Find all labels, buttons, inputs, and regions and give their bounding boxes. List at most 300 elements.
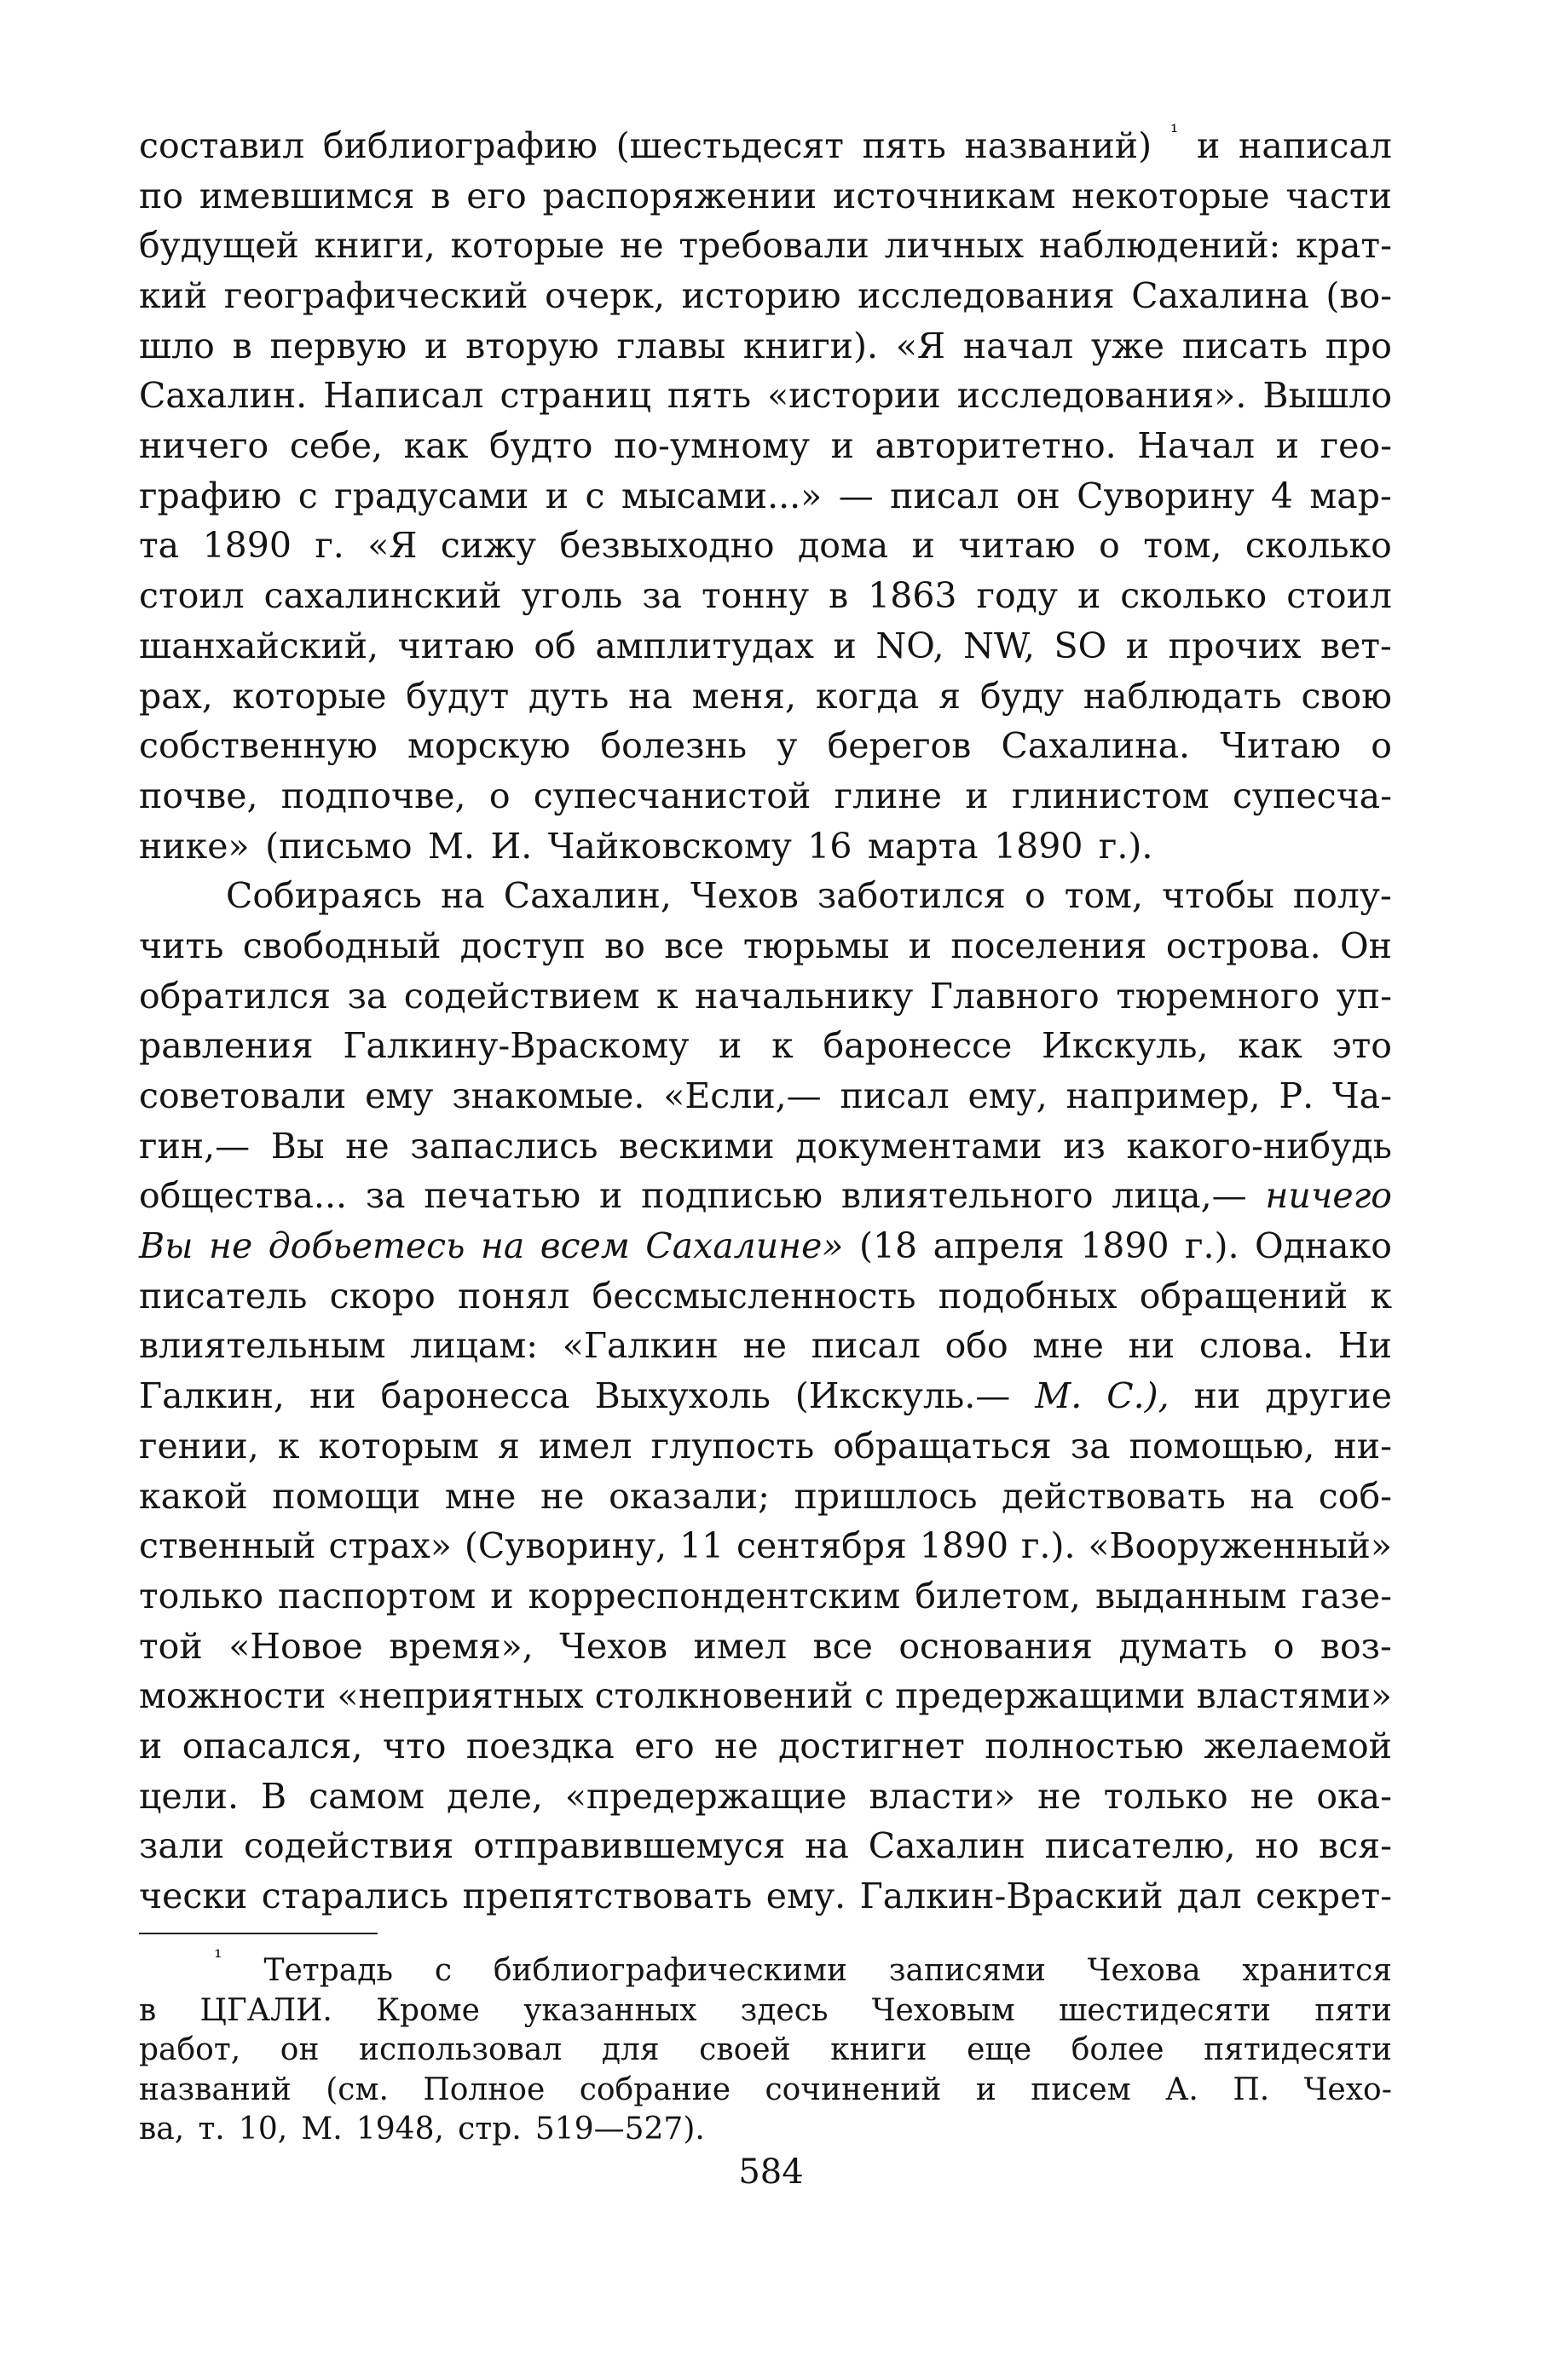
- word: здесь: [740, 1992, 829, 2028]
- word: и: [545, 475, 569, 516]
- text-line: [139, 1021, 1392, 1071]
- word: Главного: [929, 975, 1100, 1017]
- word: Читаю: [1220, 725, 1342, 767]
- word: 1890: [1080, 1225, 1169, 1267]
- word: не: [1250, 1775, 1295, 1817]
- word: 1890: [919, 1525, 1009, 1567]
- word: буду: [979, 675, 1065, 717]
- word: добьетесь: [268, 1225, 465, 1267]
- word: 1890: [994, 825, 1083, 867]
- word: пять: [862, 124, 946, 166]
- word: ни: [1193, 1375, 1241, 1417]
- word: И.: [490, 825, 533, 867]
- text-line: [139, 1121, 1392, 1172]
- word: Суворину: [1077, 475, 1255, 516]
- word: том,: [1143, 525, 1222, 567]
- word: о: [488, 775, 511, 816]
- word: ни: [309, 1375, 356, 1417]
- text-line: [139, 1271, 1392, 1322]
- word: Тетрадь: [263, 1953, 393, 1988]
- word: ничего: [139, 425, 269, 467]
- word: и: [975, 2072, 996, 2107]
- word: сколько: [1245, 525, 1392, 567]
- word: билетом,: [915, 1575, 1081, 1616]
- word: обратился: [139, 975, 331, 1017]
- word: Кроме: [376, 1992, 480, 2028]
- word: и: [424, 325, 448, 366]
- word: Вышло: [1262, 375, 1392, 417]
- word: шло: [139, 325, 215, 366]
- word: я: [498, 1425, 520, 1467]
- word: записями: [888, 1953, 1046, 1988]
- word: ему.: [765, 1876, 846, 1917]
- word: скоро: [329, 1275, 436, 1317]
- word: мне: [1032, 1325, 1104, 1367]
- text-line: [139, 921, 1392, 971]
- word: за: [1070, 1425, 1111, 1467]
- word: прочих: [1168, 625, 1302, 666]
- word: за: [642, 575, 682, 617]
- word: мар-: [1309, 475, 1392, 516]
- word: NW,: [963, 625, 1035, 666]
- word: для: [601, 2032, 660, 2067]
- word: М.: [428, 825, 476, 867]
- word: опасался,: [182, 1725, 363, 1766]
- word: нике»: [139, 825, 250, 867]
- word: из: [1063, 1125, 1106, 1167]
- text-line: [139, 871, 1392, 921]
- word: Ча-: [1331, 1075, 1392, 1117]
- word: баронесса: [380, 1375, 570, 1417]
- word: наблюдать: [1083, 675, 1282, 717]
- word: 11: [679, 1525, 725, 1567]
- text-line: [139, 421, 1392, 471]
- word: столкновений: [594, 1675, 853, 1717]
- word: например,: [1066, 1075, 1261, 1117]
- word: «Галкин: [562, 1325, 719, 1367]
- word: историю: [681, 275, 841, 317]
- word: г.).: [1098, 825, 1153, 867]
- word: ¹: [1169, 119, 1179, 144]
- word: заботился: [817, 875, 1006, 917]
- word: и: [911, 525, 935, 567]
- word: Сахалина: [1131, 275, 1309, 317]
- word: с: [864, 1675, 885, 1717]
- text-line: [139, 1071, 1392, 1121]
- word: 1890: [202, 525, 292, 567]
- word: Чехов: [690, 875, 799, 917]
- word: кий: [139, 275, 208, 317]
- footnote-line: [139, 2031, 1392, 2071]
- word: собрание: [579, 2072, 731, 2107]
- word: 4: [1270, 475, 1293, 516]
- word: супесча-: [1232, 775, 1392, 816]
- word: влиятельным: [139, 1325, 386, 1367]
- word: исследования».: [956, 375, 1247, 417]
- word: о: [1024, 875, 1046, 917]
- word: не: [714, 1725, 759, 1766]
- word: читаю: [397, 625, 515, 666]
- word: об: [534, 625, 576, 666]
- word: почве,: [139, 775, 258, 816]
- word: оказали;: [609, 1475, 770, 1517]
- word: (шестьдесят: [615, 124, 844, 166]
- word: отправившемуся: [473, 1825, 786, 1867]
- word: Галкин,: [139, 1375, 285, 1417]
- text-line: [139, 1622, 1392, 1672]
- word: «неприятных: [337, 1675, 584, 1717]
- word: желаемой: [1204, 1725, 1392, 1766]
- word: тюрьмы: [742, 925, 890, 966]
- word: подпочве,: [280, 775, 466, 816]
- word: с: [585, 475, 605, 516]
- word: не: [742, 1325, 788, 1367]
- word: амплитудах: [595, 625, 814, 666]
- word: полу-: [1292, 875, 1392, 917]
- word: Р.: [1279, 1075, 1314, 1117]
- text-line: [139, 971, 1392, 1022]
- word: писал: [811, 1325, 921, 1367]
- word: шестидесяти: [1058, 1992, 1272, 2028]
- word: себе,: [289, 425, 384, 467]
- word: Начал: [1137, 425, 1256, 467]
- word: общества...: [139, 1175, 348, 1217]
- word: А.: [1165, 2072, 1198, 2107]
- word: библиографическими: [493, 1953, 848, 1988]
- word: источникам: [833, 175, 1056, 216]
- word: супесчанистой: [533, 775, 811, 816]
- word: его: [466, 175, 527, 216]
- word: на: [805, 1825, 849, 1867]
- word: время»,: [389, 1625, 534, 1667]
- word: знакомые.: [452, 1075, 645, 1117]
- word: можности: [139, 1675, 326, 1717]
- word: Чайковскому: [547, 825, 792, 867]
- word: влиятельного: [840, 1175, 1094, 1217]
- word: дома: [797, 525, 889, 567]
- word: дал: [1176, 1876, 1242, 1917]
- word: уже: [1090, 325, 1165, 366]
- word: и: [833, 625, 857, 666]
- word: властями»: [1196, 1675, 1392, 1717]
- word: ему: [365, 1075, 434, 1117]
- word: будут: [406, 675, 510, 717]
- text-line: [139, 1821, 1392, 1871]
- word: стр.: [458, 2112, 522, 2147]
- word: подписью: [641, 1175, 823, 1217]
- word: к: [1370, 1275, 1392, 1317]
- word: начальнику: [695, 975, 914, 1017]
- word: географический: [223, 275, 528, 317]
- word: и: [830, 425, 854, 467]
- word: корреспондентским: [528, 1575, 901, 1616]
- word: сочинений: [765, 2072, 942, 2107]
- word: морскую: [407, 725, 571, 767]
- word: не: [345, 1125, 390, 1167]
- text-line: [139, 371, 1392, 421]
- word: вся-: [1319, 1825, 1392, 1867]
- word: Вы: [270, 1125, 325, 1167]
- word: пяти: [1314, 1992, 1392, 2028]
- word: ничего: [1265, 1175, 1392, 1217]
- word: за: [347, 975, 388, 1017]
- word: ока-: [1316, 1775, 1392, 1817]
- word: Икскуль,: [1042, 1025, 1209, 1067]
- word: М.: [1035, 1375, 1083, 1417]
- word: книги,: [314, 225, 436, 267]
- word: тюремного: [1116, 975, 1320, 1017]
- text-line: [139, 1671, 1392, 1721]
- word: году: [976, 575, 1059, 617]
- word: достигнет: [778, 1725, 965, 1766]
- word: очерк,: [545, 275, 666, 317]
- word: безвыходно: [559, 525, 775, 567]
- text-line: [139, 1221, 1392, 1271]
- word: все: [812, 1625, 873, 1667]
- word: писем: [1031, 2072, 1131, 2107]
- footnote: [139, 1945, 1392, 2150]
- word: самом: [309, 1775, 425, 1817]
- word: SO: [1054, 625, 1107, 666]
- word: та: [139, 525, 180, 567]
- word: он: [1015, 475, 1060, 516]
- word: том,: [1064, 875, 1143, 917]
- word: чтобы: [1162, 875, 1274, 917]
- word: книги).: [742, 325, 879, 366]
- word: «предержащие: [564, 1775, 847, 1817]
- word: препятствовать: [462, 1876, 753, 1917]
- word: Галкину-Враскому: [343, 1025, 690, 1067]
- word: дуть: [528, 675, 609, 717]
- word: читаю: [958, 525, 1076, 567]
- word: доступ: [459, 925, 586, 966]
- word: про: [1325, 325, 1392, 366]
- text-line: [139, 471, 1392, 522]
- word: (Икскуль.—: [794, 1375, 1011, 1417]
- word: не: [208, 1225, 253, 1267]
- word: полностью: [985, 1725, 1184, 1766]
- word: (письмо: [265, 825, 413, 867]
- word: власти»: [869, 1775, 1016, 1817]
- word: «Вооруженный»: [1088, 1525, 1392, 1567]
- word: всем: [540, 1225, 630, 1267]
- word: когда: [815, 675, 920, 717]
- word: имевшимся: [199, 175, 415, 216]
- word: писателю,: [1044, 1825, 1236, 1867]
- word: Полное: [423, 2072, 546, 2107]
- word: обращений: [1139, 1275, 1349, 1317]
- word: глине: [834, 775, 943, 816]
- word: бессмысленность: [592, 1275, 916, 1317]
- word: требовали: [679, 225, 869, 267]
- word: гении,: [139, 1425, 259, 1467]
- word: страх»: [328, 1525, 452, 1567]
- word: и: [965, 775, 989, 816]
- word: «Если,—: [663, 1075, 822, 1117]
- word: лицам:: [410, 1325, 539, 1367]
- word: о: [1371, 725, 1392, 767]
- word: о: [1273, 1625, 1295, 1667]
- word: действовать: [1002, 1475, 1226, 1517]
- word: Чехо-: [1303, 2072, 1392, 2107]
- body-text: [139, 121, 1392, 1922]
- word: той: [139, 1625, 203, 1667]
- word: берегов: [827, 725, 972, 767]
- word: вескими: [619, 1125, 775, 1167]
- word: Чехова: [1087, 1953, 1201, 1988]
- word: только: [139, 1575, 264, 1616]
- footnote-line: [139, 1945, 1392, 1991]
- word: г.).: [1020, 1525, 1076, 1567]
- word: «истории: [767, 375, 941, 417]
- word: что: [382, 1725, 447, 1766]
- word: с: [434, 1953, 452, 1988]
- word: воз-: [1320, 1625, 1392, 1667]
- word: но: [1255, 1825, 1300, 1867]
- word: за: [365, 1175, 406, 1217]
- word: в: [232, 325, 252, 366]
- word: «Новое: [228, 1625, 363, 1667]
- word: рах,: [139, 675, 213, 717]
- word: (см.: [326, 2072, 389, 2107]
- text-line: [139, 1322, 1392, 1372]
- word: равления: [139, 1025, 314, 1067]
- word: написал: [1239, 124, 1392, 166]
- word: 519—527).: [534, 2112, 705, 2147]
- word: книги: [830, 2032, 927, 2067]
- word: М.: [301, 2112, 343, 2147]
- word: П.: [1233, 2072, 1270, 2107]
- word: Написал: [323, 375, 484, 417]
- word: и: [139, 1725, 163, 1766]
- word: Выхухоль: [594, 1375, 771, 1417]
- word: и: [599, 1175, 623, 1217]
- text-line: [139, 1472, 1392, 1522]
- word: личных: [884, 225, 1025, 267]
- word: и: [1197, 124, 1221, 166]
- word: Галкин-Враский: [859, 1876, 1164, 1917]
- word: в: [430, 175, 451, 216]
- word: по-умному: [614, 425, 810, 467]
- word: документами: [795, 1125, 1042, 1167]
- word: не: [620, 225, 664, 267]
- text-line: [139, 1772, 1392, 1822]
- word: уп-: [1336, 975, 1392, 1017]
- word: не: [540, 1475, 585, 1517]
- text-line: [139, 671, 1392, 722]
- text-line: [139, 121, 1392, 171]
- word: мне: [444, 1475, 517, 1517]
- word: имел: [693, 1625, 788, 1667]
- word: не: [1037, 1775, 1082, 1817]
- word: названий): [964, 124, 1152, 166]
- word: секрет-: [1256, 1876, 1392, 1917]
- word: библиографию: [322, 124, 598, 166]
- word: пятидесяти: [1204, 2032, 1392, 2067]
- word: составил: [139, 124, 305, 166]
- word: уголь: [521, 575, 623, 617]
- word: к: [656, 975, 679, 1017]
- word: крат-: [1296, 225, 1392, 267]
- word: (во-: [1325, 275, 1392, 317]
- word: выданным: [1094, 1575, 1287, 1616]
- word: Сахалине»: [645, 1225, 844, 1267]
- word: хранится: [1242, 1953, 1392, 1988]
- footnote-line: [139, 2071, 1392, 2111]
- word: имел: [538, 1425, 632, 1467]
- text-line: [139, 571, 1392, 621]
- word: Чеховым: [871, 1992, 1015, 2028]
- word: более: [1071, 2032, 1164, 2067]
- word: ¹: [214, 1945, 222, 1969]
- word: сижу: [440, 525, 537, 567]
- word: и: [1125, 625, 1150, 666]
- word: обращаться: [833, 1425, 1052, 1467]
- word: цели.: [139, 1775, 240, 1817]
- word: исследования: [858, 275, 1115, 317]
- word: гео-: [1320, 425, 1392, 467]
- word: (Суворину,: [464, 1525, 667, 1567]
- word: старались: [261, 1876, 449, 1917]
- word: страниц: [500, 375, 651, 417]
- page-number: 584: [738, 2152, 804, 2192]
- word: основания: [898, 1625, 1094, 1667]
- word: мысами...»: [621, 475, 823, 516]
- word: глинистом: [1011, 775, 1210, 816]
- text-line: [139, 221, 1392, 271]
- word: ни-: [1333, 1425, 1392, 1467]
- word: свободный: [242, 925, 442, 966]
- word: у: [777, 725, 798, 767]
- word: подобных: [938, 1275, 1118, 1317]
- word: и: [1275, 425, 1300, 467]
- word: какого-нибудь: [1126, 1125, 1392, 1167]
- word: сколько: [1120, 575, 1268, 617]
- footnote-line: [139, 1991, 1392, 2031]
- word: сахалинский: [263, 575, 502, 617]
- word: помощи: [272, 1475, 421, 1517]
- word: писать: [1181, 325, 1308, 366]
- text-line: [139, 821, 1392, 872]
- word: ему,: [967, 1075, 1048, 1117]
- word: меня,: [691, 675, 797, 717]
- word: я: [938, 675, 962, 717]
- word: ЦГАЛИ.: [199, 1992, 332, 2028]
- word: он: [280, 2032, 320, 2067]
- word: к: [771, 1025, 794, 1067]
- word: Сахалин.: [139, 375, 308, 417]
- word: как: [1238, 1025, 1302, 1067]
- word: помощью,: [1129, 1425, 1315, 1467]
- word: к: [277, 1425, 300, 1467]
- word: глупость: [650, 1425, 815, 1467]
- word: тонну: [701, 575, 810, 617]
- word: начал: [962, 325, 1074, 366]
- word: содействием: [403, 975, 640, 1017]
- text-line: [139, 1421, 1392, 1472]
- word: Сахалина.: [1001, 725, 1191, 767]
- text-line: [139, 1171, 1392, 1221]
- word: о: [1099, 525, 1120, 567]
- word: градусами: [334, 475, 529, 516]
- word: чески: [139, 1876, 248, 1917]
- word: острова.: [1165, 925, 1321, 966]
- word: пришлось: [794, 1475, 978, 1517]
- word: болезнь: [600, 725, 748, 767]
- text-line: [139, 1871, 1392, 1922]
- word: и: [908, 925, 933, 966]
- word: соб-: [1318, 1475, 1392, 1517]
